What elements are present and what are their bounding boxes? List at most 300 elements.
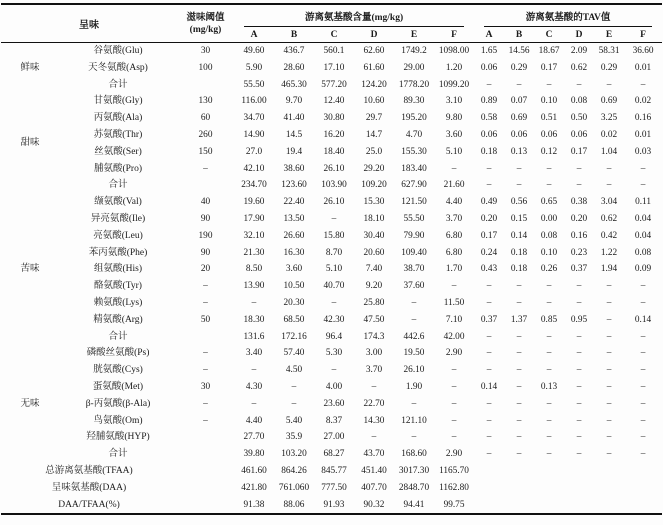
- threshold-value: 130: [198, 96, 213, 107]
- amino-acid-name: 亮氨酸(Leu): [93, 230, 143, 241]
- content-value: 88.06: [283, 499, 305, 510]
- tav-value: –: [486, 398, 492, 409]
- header-content-group-label: 游离氨基酸含量(mg/kg): [244, 8, 464, 27]
- table-row: [1, 194, 662, 211]
- content-value: 8.70: [325, 247, 343, 258]
- content-value: 103.20: [281, 449, 307, 460]
- content-value: 68.50: [283, 314, 305, 325]
- tav-value: 0.12: [540, 146, 558, 157]
- tav-value: –: [486, 432, 492, 443]
- tav-value: –: [486, 297, 492, 308]
- content-value: 234.70: [241, 180, 267, 191]
- content-value: 465.30: [281, 79, 307, 90]
- tav-value: 0.16: [570, 230, 588, 241]
- tav-value: –: [546, 432, 552, 443]
- tav-value: –: [606, 398, 612, 409]
- content-value: 55.50: [243, 79, 265, 90]
- content-value: 42.00: [443, 331, 465, 342]
- tav-value: 0.58: [480, 113, 498, 124]
- content-value: 26.10: [403, 365, 425, 376]
- taste-group-label: 甜味: [20, 138, 40, 149]
- tav-value: –: [576, 297, 582, 308]
- content-value: 174.3: [363, 331, 385, 342]
- content-value: 17.10: [323, 62, 345, 73]
- content-value: 14.90: [243, 129, 265, 140]
- tav-value: –: [640, 297, 646, 308]
- threshold-value: [177, 77, 234, 94]
- content-value: 10.50: [283, 281, 305, 292]
- amino-acid-name: β-丙氨酸(β-Ala): [85, 398, 151, 409]
- tav-value: 0.65: [540, 197, 558, 208]
- table-row: [1, 245, 662, 262]
- tav-value: 0.20: [480, 213, 498, 224]
- amino-acid-name: 苏氨酸(Thr): [93, 129, 143, 140]
- tav-value: 0.06: [540, 129, 558, 140]
- table-row: [1, 345, 662, 362]
- content-value: 42.30: [323, 314, 345, 325]
- content-value: 4.40: [445, 197, 463, 208]
- tav-value: –: [576, 180, 582, 191]
- tav-value: 0.01: [634, 129, 652, 140]
- tav-value: 0.18: [510, 264, 528, 275]
- content-value: 3.10: [445, 96, 463, 107]
- content-value: 3.70: [445, 213, 463, 224]
- content-value: –: [371, 432, 377, 443]
- content-value: –: [451, 365, 457, 376]
- tav-value: 0.04: [634, 230, 652, 241]
- tav-value: 0.29: [510, 62, 528, 73]
- tav-value: –: [486, 415, 492, 426]
- table-row: [1, 211, 662, 228]
- tav-value: –: [606, 314, 612, 325]
- tav-value: 0.17: [540, 62, 558, 73]
- content-value: 29.20: [363, 163, 385, 174]
- tav-value: –: [606, 381, 612, 392]
- tav-value: –: [486, 365, 492, 376]
- content-value: 442.6: [403, 331, 425, 342]
- tav-value: 0.14: [634, 314, 652, 325]
- content-value: 28.60: [283, 62, 305, 73]
- tav-value: –: [576, 398, 582, 409]
- tav-value: –: [516, 449, 522, 460]
- tav-value: –: [606, 163, 612, 174]
- table-row: [1, 127, 662, 144]
- content-value: 15.30: [363, 197, 385, 208]
- content-value: 94.41: [403, 499, 425, 510]
- tav-value: –: [516, 79, 522, 90]
- tav-value: –: [640, 365, 646, 376]
- amino-acid-name: 丝氨酸(Ser): [94, 146, 142, 157]
- tav-value: 0.37: [480, 314, 498, 325]
- tav-value: 2.09: [570, 46, 588, 56]
- amino-acid-name: 羟脯氨酸(HYP): [86, 432, 150, 443]
- content-value: 461.60: [241, 465, 267, 476]
- tav-value: 14.56: [508, 46, 530, 56]
- tav-value: [594, 463, 624, 480]
- threshold-value: [177, 497, 234, 515]
- tav-value: –: [606, 432, 612, 443]
- tav-value: –: [516, 331, 522, 342]
- tav-value: –: [546, 180, 552, 191]
- content-value: 26.10: [323, 163, 345, 174]
- tav-value: 0.02: [634, 96, 652, 107]
- header-tav-group-label: 游离氨基酸的TAV值: [484, 8, 652, 27]
- content-value: 26.60: [283, 230, 305, 241]
- content-value: 4.40: [245, 415, 263, 426]
- tav-value: [474, 497, 504, 515]
- tav-value: –: [606, 365, 612, 376]
- content-value: 1749.2: [401, 46, 427, 56]
- table-row: [1, 312, 662, 329]
- table-row: [1, 144, 662, 161]
- content-value: 25.0: [365, 146, 383, 157]
- content-value: 5.10: [445, 146, 463, 157]
- content-value: 2848.70: [398, 482, 430, 493]
- tav-value: 0.13: [510, 146, 528, 157]
- content-value: 845.77: [321, 465, 347, 476]
- content-value: 777.50: [321, 482, 347, 493]
- content-value: 5.10: [325, 264, 343, 275]
- content-value: 37.60: [403, 281, 425, 292]
- content-value: –: [411, 297, 417, 308]
- amino-acid-name: 甘氨酸(Gly): [93, 96, 143, 107]
- tav-value: –: [546, 348, 552, 359]
- content-value: 560.1: [323, 46, 345, 56]
- tav-value: –: [486, 79, 492, 90]
- content-value: 18.10: [363, 213, 385, 224]
- tav-value: –: [546, 449, 552, 460]
- content-value: 1778.20: [398, 79, 430, 90]
- content-value: 13.90: [243, 281, 265, 292]
- content-value: 761.060: [278, 482, 310, 493]
- content-value: 7.40: [365, 264, 383, 275]
- table-row: [1, 362, 662, 379]
- tav-value: –: [606, 180, 612, 191]
- tav-value: 0.17: [570, 146, 588, 157]
- tav-value: 0.23: [570, 247, 588, 258]
- content-value: 25.80: [363, 297, 385, 308]
- content-value: 12.40: [323, 96, 345, 107]
- tav-value: [564, 463, 594, 480]
- threshold-value: 30: [200, 381, 211, 392]
- tav-value: –: [640, 348, 646, 359]
- tav-value: –: [640, 180, 646, 191]
- tav-value: 0.18: [480, 146, 498, 157]
- content-value: 168.60: [401, 449, 427, 460]
- content-value: 11.50: [443, 297, 465, 308]
- tav-value: –: [606, 348, 612, 359]
- table-row: [1, 329, 662, 346]
- table-row: [1, 413, 662, 430]
- tav-value: –: [640, 331, 646, 342]
- table-row: [1, 480, 662, 497]
- footer-label: DAA/TFAA(%): [58, 499, 120, 510]
- tav-value: –: [640, 163, 646, 174]
- tav-value: 0.29: [600, 62, 618, 73]
- tav-value: [594, 480, 624, 497]
- tav-value: –: [576, 79, 582, 90]
- tav-value: –: [516, 381, 522, 392]
- content-value: –: [451, 381, 457, 392]
- content-value: 183.40: [401, 163, 427, 174]
- tav-value: –: [576, 281, 582, 292]
- tav-value: –: [640, 381, 646, 392]
- content-value: 19.60: [243, 197, 265, 208]
- content-value: 89.30: [403, 96, 425, 107]
- content-value: 4.50: [285, 365, 303, 376]
- tav-value: 0.01: [634, 62, 652, 73]
- content-value: 864.26: [281, 465, 307, 476]
- threshold-value: –: [203, 365, 208, 376]
- content-value: 627.90: [401, 180, 427, 191]
- tav-value: [534, 480, 564, 497]
- tav-value: 18.67: [538, 46, 560, 56]
- tav-value: –: [576, 381, 582, 392]
- tav-value: –: [606, 331, 612, 342]
- tav-value: –: [576, 331, 582, 342]
- content-value: –: [451, 163, 457, 174]
- tav-value: 0.15: [510, 213, 528, 224]
- amino-acid-name: 磷酸丝氨酸(Ps): [86, 348, 150, 359]
- content-value: 4.00: [325, 381, 343, 392]
- content-value: 3.60: [445, 129, 463, 140]
- threshold-value: –: [203, 398, 208, 409]
- tav-value: 0.08: [570, 96, 588, 107]
- table-row: [1, 77, 662, 94]
- content-value: 3.00: [365, 348, 383, 359]
- content-value: –: [291, 381, 297, 392]
- tav-value: –: [516, 415, 522, 426]
- tav-value: –: [546, 365, 552, 376]
- table-row: [1, 261, 662, 278]
- sample-column-header: C: [330, 29, 338, 40]
- content-value: 22.70: [363, 398, 385, 409]
- tav-value: [474, 463, 504, 480]
- tav-value: [504, 480, 534, 497]
- header-threshold-line1: 滋味阈值: [186, 12, 225, 23]
- content-value: 90.32: [363, 499, 385, 510]
- tav-value: 0.00: [540, 213, 558, 224]
- content-value: 9.20: [365, 281, 383, 292]
- tav-value: –: [576, 348, 582, 359]
- content-value: 5.90: [245, 62, 263, 73]
- content-value: 7.10: [445, 314, 463, 325]
- tav-value: –: [640, 432, 646, 443]
- tav-value: 0.07: [510, 96, 528, 107]
- amino-acid-name: 异亮氨酸(Ile): [90, 213, 146, 224]
- amino-acid-name: 脯氨酸(Pro): [93, 163, 143, 174]
- content-value: 8.37: [325, 415, 343, 426]
- sample-column-header: A: [485, 29, 493, 40]
- content-value: 49.60: [243, 46, 265, 56]
- content-value: 121.10: [401, 415, 427, 426]
- amino-acid-name: 合计: [108, 180, 128, 191]
- amino-acid-name: 丙氨酸(Ala): [93, 113, 143, 124]
- footer-label: 呈味氨基酸(DAA): [51, 482, 127, 493]
- threshold-value: [177, 446, 234, 463]
- content-value: –: [451, 398, 457, 409]
- content-value: 2.90: [445, 449, 463, 460]
- tav-value: 0.43: [480, 264, 498, 275]
- header-taste: 呈味: [79, 20, 99, 31]
- tav-value: 0.51: [540, 113, 558, 124]
- tav-value: 0.10: [540, 247, 558, 258]
- content-value: 32.10: [243, 230, 265, 241]
- tav-value: –: [606, 449, 612, 460]
- threshold-value: –: [203, 348, 208, 359]
- tav-value: –: [576, 415, 582, 426]
- threshold-value: 40: [200, 197, 211, 208]
- table-row: [1, 161, 662, 178]
- content-value: –: [251, 398, 257, 409]
- table-row: [1, 228, 662, 245]
- threshold-value: [177, 463, 234, 480]
- tav-value: 0.85: [540, 314, 558, 325]
- tav-value: [534, 497, 564, 515]
- tav-value: –: [606, 79, 612, 90]
- content-value: 55.50: [403, 213, 425, 224]
- tav-value: –: [516, 297, 522, 308]
- tav-value: 0.11: [635, 197, 652, 208]
- content-value: –: [411, 314, 417, 325]
- tav-value: 0.06: [510, 129, 528, 140]
- tav-value: –: [640, 449, 646, 460]
- table-row: [1, 60, 662, 77]
- content-value: –: [451, 281, 457, 292]
- content-value: 16.30: [283, 247, 305, 258]
- tav-value: –: [516, 398, 522, 409]
- threshold-value: [177, 429, 234, 446]
- threshold-value: [177, 329, 234, 346]
- amino-acid-name: 苯丙氨酸(Phe): [88, 247, 148, 258]
- tav-value: [534, 463, 564, 480]
- content-value: 109.40: [401, 247, 427, 258]
- tav-value: –: [640, 281, 646, 292]
- threshold-value: 30: [200, 46, 211, 56]
- tav-value: 0.10: [540, 96, 558, 107]
- content-value: 2.90: [445, 348, 463, 359]
- tav-value: 1.04: [600, 146, 618, 157]
- content-value: 172.16: [281, 331, 307, 342]
- sample-column-header: F: [640, 29, 646, 40]
- content-value: –: [411, 398, 417, 409]
- amino-acid-name: 赖氨酸(Lys): [93, 297, 143, 308]
- tav-value: [564, 480, 594, 497]
- content-value: 19.50: [403, 348, 425, 359]
- tav-value: 0.02: [600, 129, 618, 140]
- threshold-value: 90: [200, 247, 211, 258]
- tav-value: [504, 463, 534, 480]
- content-value: 35.9: [285, 432, 303, 443]
- tav-value: 0.38: [570, 197, 588, 208]
- tav-value: –: [640, 398, 646, 409]
- tav-value: 3.25: [600, 113, 618, 124]
- header-content-group: [234, 4, 474, 27]
- amino-acid-name: 鸟氨酸(Om): [93, 415, 143, 426]
- sample-column-header: D: [370, 29, 378, 40]
- content-value: –: [411, 432, 417, 443]
- content-value: 41.40: [283, 113, 305, 124]
- tav-value: –: [546, 281, 552, 292]
- sample-column-header: E: [605, 29, 613, 40]
- content-value: 29.00: [403, 62, 425, 73]
- content-value: –: [291, 398, 297, 409]
- content-value: 14.30: [363, 415, 385, 426]
- tav-value: [504, 497, 534, 515]
- threshold-value: –: [203, 281, 208, 292]
- content-value: 3.60: [285, 264, 303, 275]
- header-threshold: [177, 4, 234, 43]
- sample-column-header: C: [545, 29, 553, 40]
- tav-value: –: [606, 297, 612, 308]
- content-value: –: [331, 297, 337, 308]
- amino-acid-name: 蛋氨酸(Met): [92, 381, 144, 392]
- tav-value: –: [640, 415, 646, 426]
- table-row: [1, 93, 662, 110]
- content-value: 577.20: [321, 79, 347, 90]
- tav-value: [564, 497, 594, 515]
- tav-value: 0.26: [540, 264, 558, 275]
- table-row: [1, 177, 662, 194]
- footer-label: 总游离氨基酸(TFAA): [45, 465, 133, 476]
- content-value: 13.50: [283, 213, 305, 224]
- content-value: 9.80: [445, 113, 463, 124]
- tav-value: –: [516, 365, 522, 376]
- tav-value: –: [576, 449, 582, 460]
- tav-value: 58.31: [598, 46, 620, 56]
- tav-value: –: [486, 281, 492, 292]
- header-tav-group: [474, 4, 662, 27]
- content-value: 96.4: [325, 331, 343, 342]
- tav-value: –: [576, 163, 582, 174]
- content-value: 16.20: [323, 129, 345, 140]
- content-value: –: [251, 365, 257, 376]
- content-value: 18.40: [323, 146, 345, 157]
- tav-value: –: [546, 398, 552, 409]
- content-value: 195.20: [401, 113, 427, 124]
- taste-group-label: 鲜味: [20, 62, 40, 73]
- content-value: 121.50: [401, 197, 427, 208]
- content-value: 40.70: [323, 281, 345, 292]
- content-value: 1.20: [445, 62, 463, 73]
- content-value: 38.60: [283, 163, 305, 174]
- content-value: 99.75: [443, 499, 465, 510]
- taste-group-label: 无味: [20, 398, 40, 409]
- tav-value: –: [640, 79, 646, 90]
- table-header: [1, 4, 662, 43]
- table-row: [1, 497, 662, 515]
- tav-value: 0.49: [480, 197, 498, 208]
- tav-value: 0.62: [570, 62, 588, 73]
- table-row: [1, 110, 662, 127]
- threshold-value: 20: [200, 264, 211, 275]
- content-value: 62.60: [363, 46, 385, 56]
- tav-value: –: [486, 180, 492, 191]
- amino-acid-name: 合计: [108, 331, 128, 342]
- sample-column-header: F: [451, 29, 457, 40]
- tav-value: –: [486, 331, 492, 342]
- content-value: 20.30: [283, 297, 305, 308]
- tav-value: 1.22: [600, 247, 618, 258]
- tav-value: 0.04: [634, 213, 652, 224]
- tav-value: 0.89: [480, 96, 498, 107]
- sample-column-header: E: [410, 29, 418, 40]
- content-value: 91.38: [243, 499, 265, 510]
- tav-value: 1.94: [600, 264, 618, 275]
- tav-value: 3.04: [600, 197, 618, 208]
- content-value: 451.40: [361, 465, 387, 476]
- content-value: –: [451, 415, 457, 426]
